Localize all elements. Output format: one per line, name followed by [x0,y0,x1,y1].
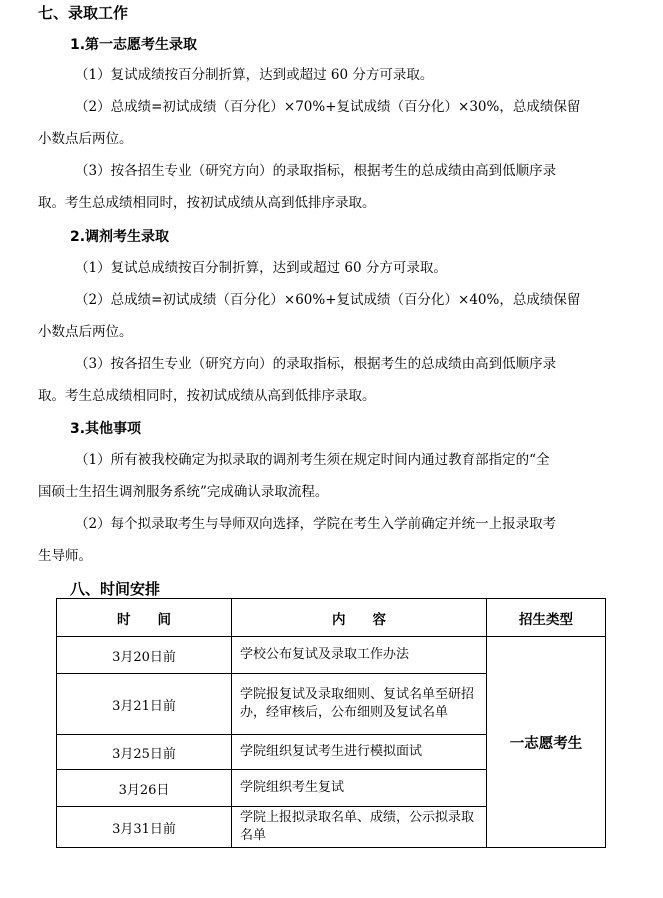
time-cell: 3月31日前 [57,807,232,848]
text-line: 小数点后两位。 [38,324,133,340]
subsection-3-heading: 3.其他事项 [70,421,142,437]
paragraph [38,155,623,219]
text-line: （3）按各招生专业（研究方向）的录取指标，根据考生的总成绩由高到低顺序录 [75,356,557,372]
paragraph [38,348,623,412]
table-header-row [57,599,606,637]
content-cell: 学院报复试及录取细则、复试名单至研招办，经审核后，公布细则及复试名单 [232,674,487,735]
text-line: 取。考生总成绩相同时，按初试成绩从高到低排序录取。 [38,195,376,211]
content-cell: 学校公布复试及录取工作办法 [232,637,487,674]
admission-type-cell: 一志愿考生 [487,637,606,848]
content-cell: 学院上报拟录取名单、成绩，公示拟录取名单 [232,807,487,848]
header-type: 招生类型 [487,599,606,637]
paragraph [38,508,623,572]
paragraph [38,91,623,155]
table-row [57,637,606,674]
paragraph [38,444,623,508]
time-cell: 3月25日前 [57,735,232,770]
text-line: （3）按各招生专业（研究方向）的录取指标，根据考生的总成绩由高到低顺序录 [75,163,557,179]
paragraph [38,59,623,91]
paragraph [38,284,623,348]
subsection-1-heading: 1.第一志愿考生录取 [70,37,198,53]
time-cell: 3月20日前 [57,637,232,674]
text-line: （2）总成绩=初试成绩（百分化）×70%+复试成绩（百分化）×30%，总成绩保留 [75,99,581,115]
text-line: 生导师。 [38,548,92,564]
text-line: （2）每个拟录取考生与导师双向选择，学院在考生入学前确定并统一上报录取考 [75,516,557,532]
text-line: （2）总成绩=初试成绩（百分化）×60%+复试成绩（百分化）×40%，总成绩保留 [75,292,581,308]
schedule-table [56,598,606,848]
subsection-2-heading: 2.调剂考生录取 [70,229,170,245]
paragraph [38,252,623,284]
section-8-heading: 八、时间安排 [70,580,161,598]
header-time: 时 间 [57,599,232,637]
time-cell: 3月21日前 [57,674,232,735]
section-7-heading: 七、录取工作 [38,4,129,22]
text-line: 小数点后两位。 [38,131,133,147]
header-content: 内 容 [232,599,487,637]
text-line: （1）所有被我校确定为拟录取的调剂考生须在规定时间内通过教育部指定的“全 [75,452,550,468]
content-cell: 学院组织复试考生进行模拟面试 [232,735,487,770]
content-cell: 学院组织考生复试 [232,770,487,807]
time-cell: 3月26日 [57,770,232,807]
text-line: （1）复试成绩按百分制折算，达到或超过 60 分方可录取。 [75,67,434,83]
text-line: （1）复试总成绩按百分制折算，达到或超过 60 分方可录取。 [75,260,447,276]
text-line: 取。考生总成绩相同时，按初试成绩从高到低排序录取。 [38,388,376,404]
text-line: 国硕士生招生调剂服务系统”完成确认录取流程。 [38,484,329,500]
